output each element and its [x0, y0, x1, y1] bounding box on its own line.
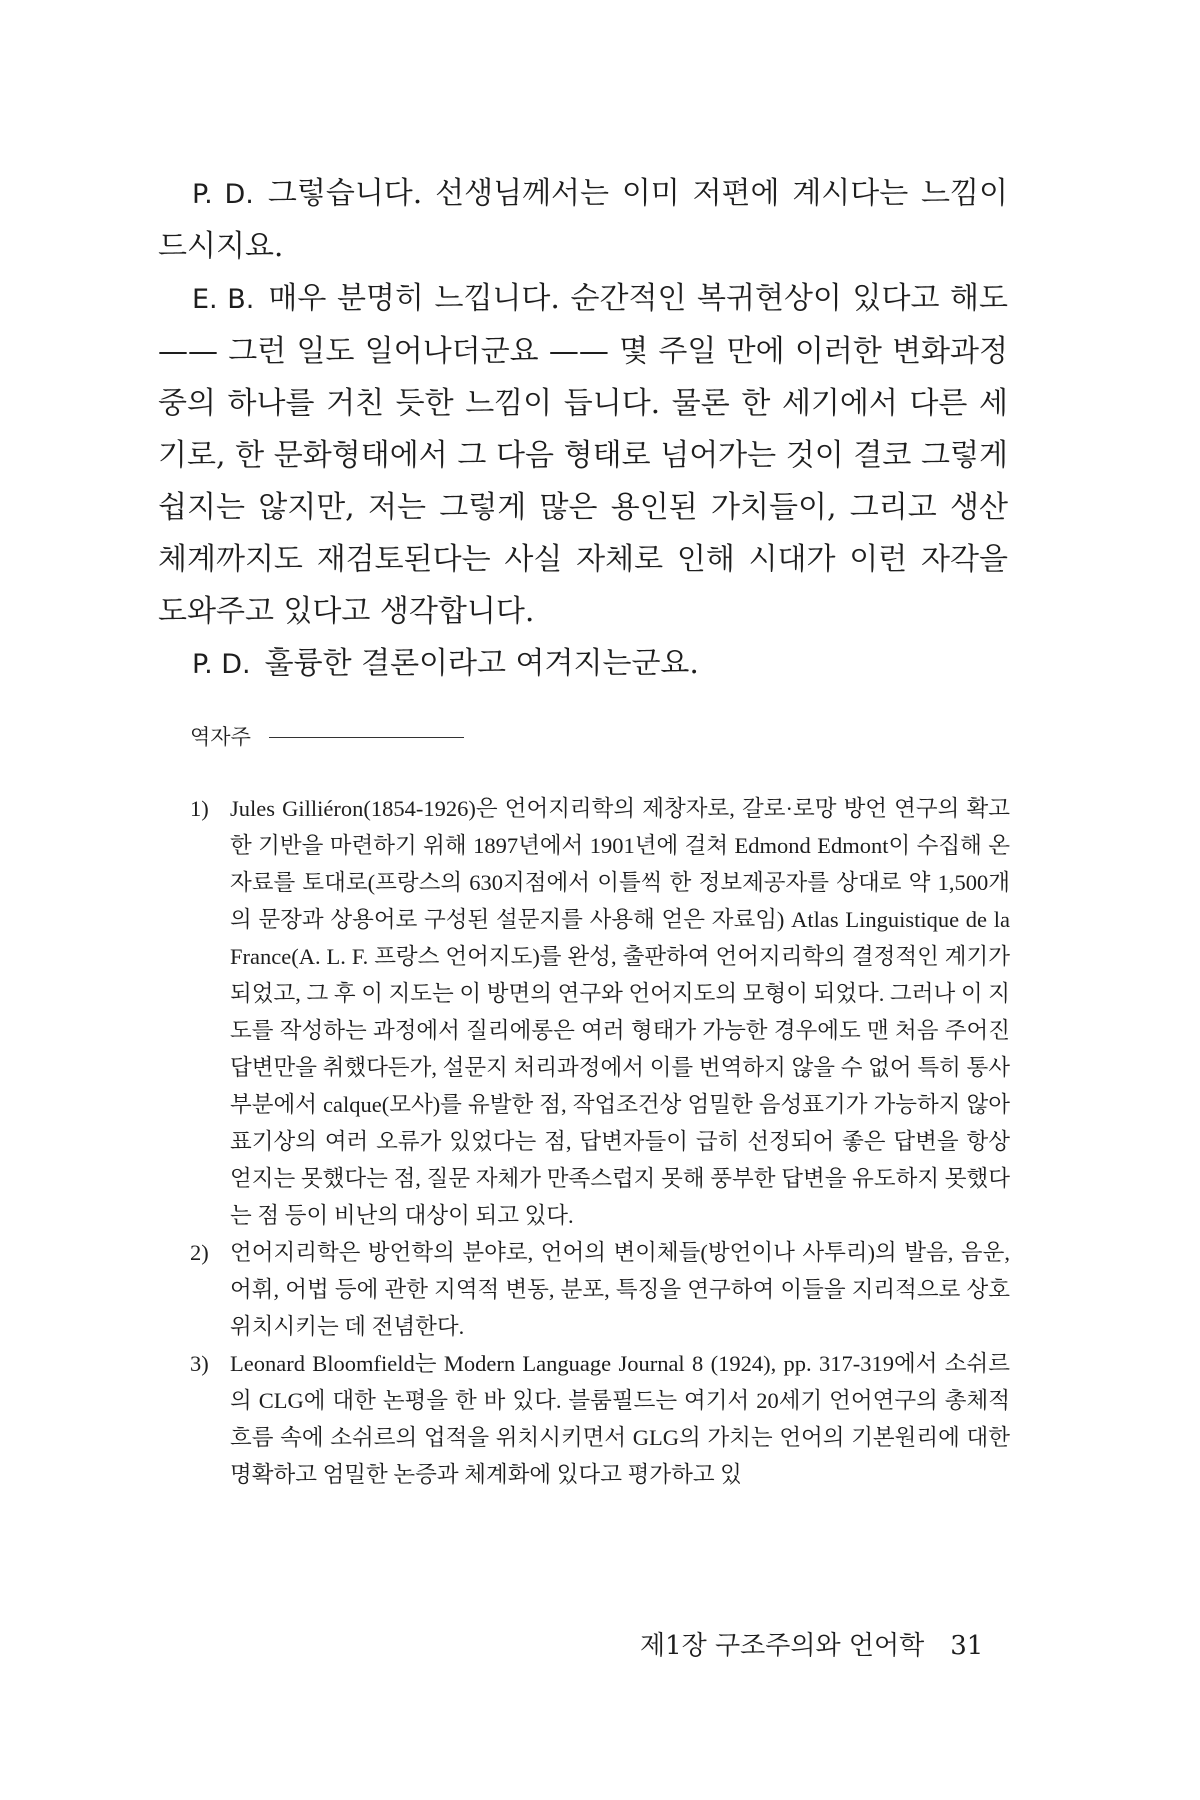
speaker-label: E. B.: [192, 284, 255, 315]
footnote-text: 언어지리학은 방언학의 분야로, 언어의 변이체들(방언이나 사투리)의 발음, 음운, 어휘, 어법 등에 관한 지역적 변동, 분포, 특징을 연구하여 이들을 지리적으로 상호 위치시키는 데 전념한다.: [230, 1240, 1010, 1339]
dialogue-line: [158, 168, 1008, 273]
translator-notes-header: [190, 722, 464, 752]
dialogue-line: [158, 273, 1008, 638]
footnotes-section: [190, 790, 1010, 1493]
dialogue-text: 그렇습니다. 선생님께서는 이미 저편에 계시다는 느낌이 드시지요.: [158, 176, 1008, 264]
footnote-number: 3): [190, 1351, 209, 1376]
dialogue-line: [158, 638, 1008, 691]
dialogue-text: 매우 분명히 느낍니다. 순간적인 복귀현상이 있다고 해도—— 그런 일도 일어나더군요 —— 몇 주일 만에 이러한 변화과정 중의 하나를 거친 듯한 느낌이 듭니다. 물론 한 세기에서 다른 세기로, 한 문화형태에서 그 다음 형태로 넘어가는 것이 결코 그렇게 쉽지는 않지만, 저는 그렇게 많은 용인된 가치들이, 그리고 생산 체계까지도 재검토된다는 사실 자체로 인해 시대가 이런 자각을 도와주고 있다고 생각합니다.: [158, 281, 1008, 629]
chapter-title: 제1장 구조주의와 언어학: [640, 1631, 925, 1661]
translator-notes-title: 역자주: [190, 725, 251, 749]
dialogue-text: 훌륭한 결론이라고 여겨지는군요.: [264, 646, 699, 681]
footnote: [190, 1234, 1010, 1345]
header-rule: [269, 737, 464, 738]
speaker-label: P. D.: [192, 179, 254, 210]
page-number: 31: [950, 1631, 984, 1661]
page-footer: [640, 1628, 983, 1664]
speaker-label: P. D.: [192, 649, 251, 680]
footnote-text: Leonard Bloomfield는 Modern Language Journal 8 (1924), pp. 317-319에서 소쉬르의 CLG에 대한 논평을 한 바 있다. 블룸필드는 여기서 20세기 언어연구의 총체적 흐름 속에 소쉬르의 업적을 위치시키면서 GLG의 가치는 언어의 기본원리에 대한 명확하고 엄밀한 논증과 체계화에 있다고 평가하고 있: [230, 1351, 1010, 1487]
footnote: [190, 1345, 1010, 1493]
dialogue-section: [158, 168, 1008, 691]
footnote-number: 1): [190, 796, 209, 821]
footnote-number: 2): [190, 1240, 209, 1265]
footnote: [190, 790, 1010, 1234]
footnote-text: Jules Gilliéron(1854-1926)은 언어지리학의 제창자로, 갈로·로망 방언 연구의 확고한 기반을 마련하기 위해 1897년에서 1901년에 걸쳐 Edmond Edmont이 수집해 온 자료를 토대로(프랑스의 630지점에서 이틀씩 한 정보제공자를 상대로 약 1,500개의 문장과 상용어로 구성된 설문지를 사용해 얻은 자료임) Atlas Linguistique de la France(A. L. F. 프랑스 언어지도)를 완성, 출판하여 언어지리학의 결정적인 계기가 되었고, 그 후 이 지도는 이 방면의 연구와 언어지도의 모형이 되었다. 그러나 이 지도를 작성하는 과정에서 질리에롱은 여러 형태가 가능한 경우에도 맨 처음 주어진 답변만을 취했다든가, 설문지 처리과정에서 이를 번역하지 않을 수 없어 특히 통사 부분에서 calque(모사)를 유발한 점, 작업조건상 엄밀한 음성표기가 가능하지 않아 표기상의 여러 오류가 있었다는 점, 답변자들이 급히 선정되어 좋은 답변을 항상 얻지는 못했다는 점, 질문 자체가 만족스럽지 못해 풍부한 답변을 유도하지 못했다는 점 등이 비난의 대상이 되고 있다.: [230, 796, 1010, 1228]
